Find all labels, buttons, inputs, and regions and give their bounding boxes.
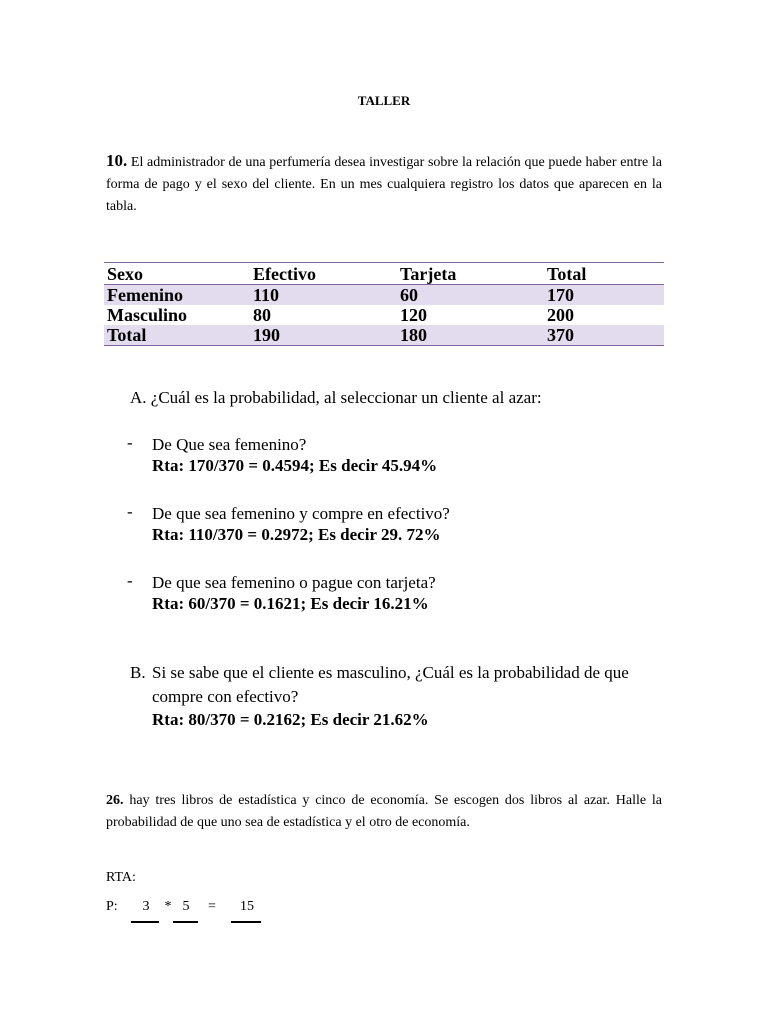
question-text: hay tres libros de estadística y cinco de economía. Se escogen dos libros al azar. Halle la probabilidad de que uno sea de estadística y el otro de economía. bbox=[106, 793, 663, 830]
table-row bbox=[104, 285, 664, 306]
answer: Rta: 110/370 = 0.2972; Es decir 29. 72% bbox=[152, 525, 441, 544]
question-26 bbox=[106, 790, 662, 834]
table-cell: 80 bbox=[253, 305, 271, 325]
table-header-row bbox=[104, 263, 664, 285]
bullet-dash: - bbox=[127, 502, 133, 521]
table-cell: 180 bbox=[397, 325, 544, 346]
header-cell: Tarjeta bbox=[397, 263, 544, 285]
bullet-dash: - bbox=[127, 571, 133, 590]
table-cell: 110 bbox=[250, 285, 397, 306]
table-row bbox=[104, 325, 664, 346]
question-text: El administrador de una perfumería desea investigar sobre la relación que puede haber entre la forma de pago y el sexo del cliente. En un mes cualquiera registro los datos que aparecen en la tabla. bbox=[106, 155, 662, 214]
question-number: 26. bbox=[106, 793, 124, 808]
formula-result: 15 bbox=[240, 899, 254, 914]
answer: Rta: 60/370 = 0.1621; Es decir 16.21% bbox=[152, 594, 429, 613]
sub-question: De que sea femenino o pague con tarjeta? bbox=[152, 573, 436, 592]
table-cell: 170 bbox=[544, 285, 664, 306]
formula-operator: * bbox=[164, 899, 172, 914]
document-title: TALLER bbox=[357, 93, 411, 108]
formula-numerator-a: 3 bbox=[142, 899, 150, 914]
formula-p-label: P: bbox=[106, 899, 118, 914]
table-cell: Total bbox=[104, 325, 250, 346]
header-cell: Efectivo bbox=[250, 263, 397, 285]
part-a-question: A. ¿Cuál es la probabilidad, al seleccionar un cliente al azar: bbox=[130, 388, 542, 407]
table-cell: 200 bbox=[547, 305, 574, 325]
table-cell: 190 bbox=[250, 325, 397, 346]
table-cell: 60 bbox=[397, 285, 544, 306]
formula-equals: = bbox=[208, 899, 216, 914]
fraction-bar bbox=[131, 921, 159, 923]
answer: Rta: 80/370 = 0.2162; Es decir 21.62% bbox=[152, 710, 429, 729]
part-b-question: Si se sabe que el cliente es masculino, ¿Cuál es la probabilidad de que compre con efectivo? bbox=[152, 663, 629, 706]
question-10 bbox=[106, 150, 662, 218]
header-cell: Total bbox=[544, 263, 664, 285]
fraction-bar bbox=[231, 921, 261, 923]
data-table bbox=[104, 262, 664, 346]
header-cell: Sexo bbox=[104, 263, 250, 285]
part-b-letter: B. bbox=[130, 663, 146, 682]
sub-question: De Que sea femenino? bbox=[152, 435, 307, 454]
formula-numerator-b: 5 bbox=[182, 899, 190, 914]
sub-question: De que sea femenino y compre en efectivo? bbox=[152, 504, 450, 523]
table-cell: Femenino bbox=[104, 285, 250, 306]
fraction-bar bbox=[173, 921, 198, 923]
bullet-dash: - bbox=[127, 433, 133, 452]
table-cell: 370 bbox=[544, 325, 664, 346]
rta-label: RTA: bbox=[106, 870, 136, 885]
table-cell: Masculino bbox=[107, 305, 188, 325]
table-row bbox=[104, 305, 664, 325]
question-number: 10. bbox=[106, 151, 128, 170]
table-cell: 120 bbox=[400, 305, 427, 325]
answer: Rta: 170/370 = 0.4594; Es decir 45.94% bbox=[152, 456, 438, 475]
